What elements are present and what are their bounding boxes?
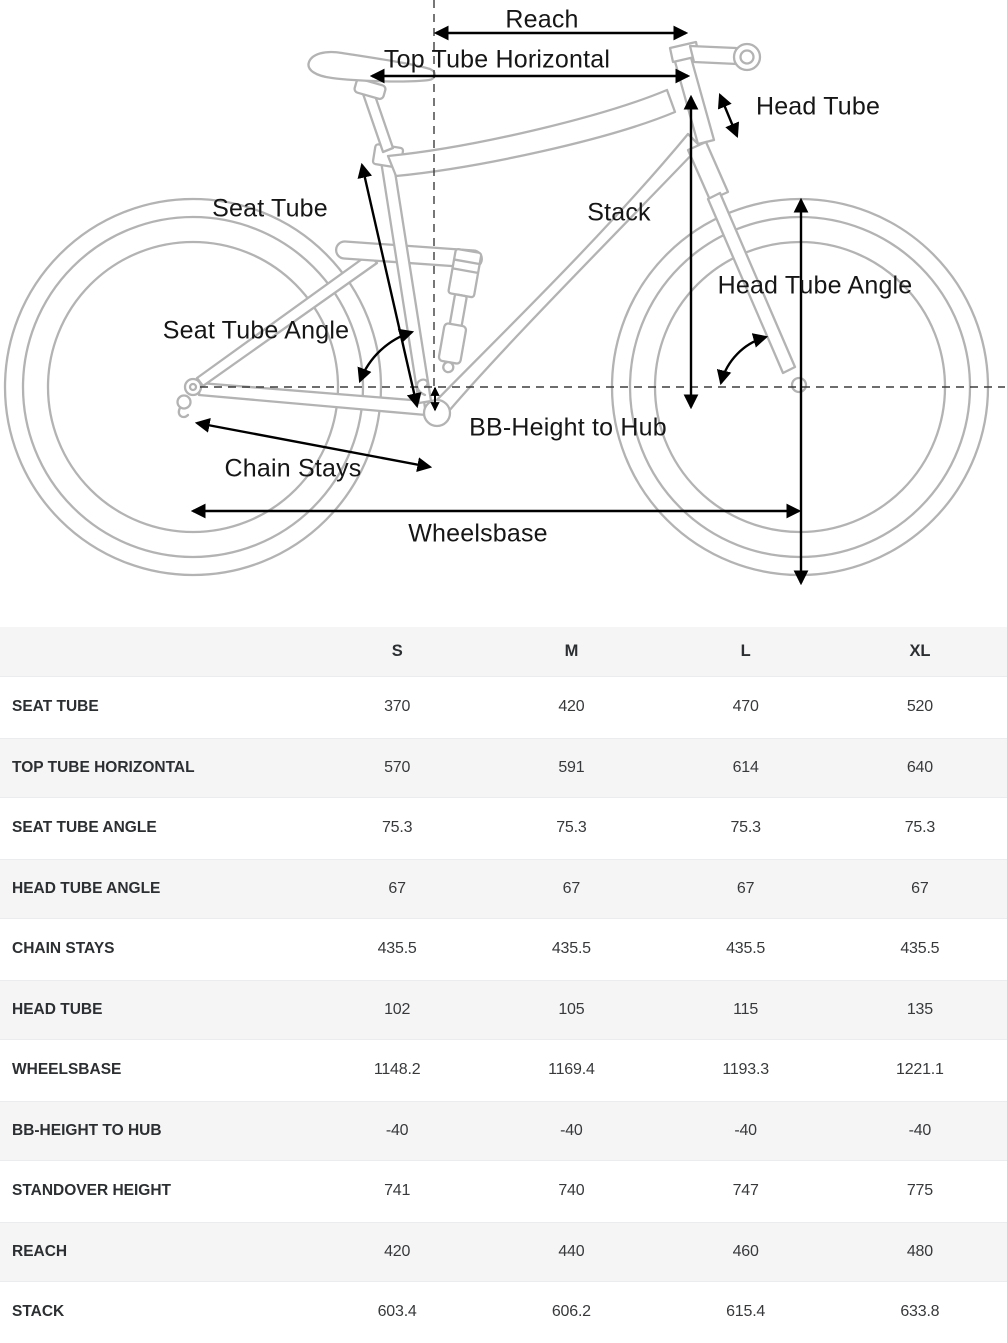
- cell-value-l: 615.4: [726, 1303, 766, 1321]
- row-label: WHEELSBASE: [12, 1061, 122, 1079]
- cell-value-s: 570: [384, 758, 411, 776]
- column-header-m: M: [564, 642, 579, 660]
- cell-value-m: 67: [562, 879, 581, 897]
- cell-value-m: 75.3: [556, 819, 587, 837]
- table-row: [0, 677, 1007, 738]
- cell-value-l: 460: [732, 1242, 759, 1260]
- table-row: [0, 798, 1007, 859]
- cell-value-m: 435.5: [551, 940, 591, 958]
- cell-value-m: 591: [558, 758, 585, 776]
- label-chain-stays: Chain Stays: [224, 454, 362, 483]
- table-row: [0, 738, 1007, 799]
- cell-value-l: 1193.3: [722, 1061, 769, 1079]
- cell-value-s: 370: [384, 698, 411, 716]
- label-seat-tube-angle: Seat Tube Angle: [162, 316, 350, 345]
- head-tube-angle-arc: [721, 337, 766, 383]
- row-label: CHAIN STAYS: [12, 940, 115, 958]
- cell-value-m: -40: [560, 1121, 583, 1139]
- cell-value-s: 1148.2: [373, 1061, 421, 1079]
- cell-value-xl: -40: [908, 1121, 932, 1139]
- cell-value-s: -40: [385, 1121, 409, 1139]
- geometry-table: [0, 627, 1007, 1343]
- cell-value-m: 440: [558, 1242, 585, 1260]
- cell-value-s: 741: [384, 1182, 411, 1200]
- seat-tube-angle-arc: [360, 332, 412, 381]
- cell-value-l: 75.3: [730, 819, 761, 837]
- table-row: [0, 1040, 1007, 1101]
- cell-value-l: -40: [734, 1121, 757, 1139]
- row-label: SEAT TUBE ANGLE: [12, 819, 157, 837]
- table-row: [0, 859, 1007, 920]
- cell-value-m: 1169.4: [548, 1061, 595, 1079]
- cell-value-m: 606.2: [551, 1303, 591, 1321]
- column-header-xl: XL: [909, 642, 931, 660]
- cell-value-s: 75.3: [381, 819, 413, 837]
- table-header-row: [0, 627, 1007, 677]
- cell-value-xl: 480: [906, 1242, 933, 1260]
- label-head-tube: Head Tube: [755, 92, 881, 121]
- cell-value-s: 435.5: [377, 940, 417, 958]
- row-label: HEAD TUBE: [12, 1000, 103, 1018]
- label-head-tube-angle: Head Tube Angle: [717, 271, 913, 300]
- column-header-s: S: [391, 642, 403, 660]
- cell-value-l: 67: [736, 879, 755, 897]
- table-row: [0, 980, 1007, 1041]
- table-row: [0, 1161, 1007, 1222]
- cell-value-xl: 135: [906, 1000, 933, 1018]
- label-reach: Reach: [505, 5, 579, 34]
- cell-value-xl: 520: [906, 698, 933, 716]
- bike-geometry-diagram: [0, 0, 1007, 627]
- row-label: SEAT TUBE: [12, 698, 99, 716]
- head-tube-arrow: [720, 95, 737, 136]
- label-seat-tube: Seat Tube: [212, 194, 328, 223]
- cell-value-xl: 67: [911, 879, 929, 897]
- cell-value-xl: 75.3: [904, 819, 936, 837]
- cell-value-m: 740: [558, 1182, 585, 1200]
- cell-value-xl: 775: [906, 1182, 933, 1200]
- cell-value-s: 102: [384, 1000, 411, 1018]
- table-row: [0, 1282, 1007, 1343]
- table-row: [0, 1101, 1007, 1162]
- row-label: TOP TUBE HORIZONTAL: [12, 758, 195, 776]
- cell-value-m: 105: [558, 1000, 585, 1018]
- cell-value-s: 603.4: [377, 1303, 417, 1321]
- cell-value-m: 420: [558, 698, 585, 716]
- label-wheelsbase: Wheelsbase: [408, 519, 548, 548]
- cell-value-l: 115: [733, 1000, 759, 1018]
- bike-frame: [178, 42, 807, 426]
- cell-value-l: 435.5: [726, 940, 766, 958]
- cell-value-xl: 435.5: [900, 940, 940, 958]
- row-label: BB-HEIGHT TO HUB: [12, 1121, 162, 1139]
- cell-value-l: 747: [732, 1182, 759, 1200]
- row-label: HEAD TUBE ANGLE: [12, 879, 161, 897]
- cell-value-s: 67: [388, 879, 406, 897]
- row-label: STANDOVER HEIGHT: [12, 1182, 172, 1200]
- row-label: STACK: [12, 1303, 65, 1321]
- cell-value-s: 420: [384, 1242, 411, 1260]
- cell-value-xl: 1221.1: [896, 1061, 944, 1079]
- label-stack: Stack: [587, 198, 651, 227]
- table-row: [0, 919, 1007, 980]
- cell-value-l: 614: [732, 758, 759, 776]
- cell-value-l: 470: [732, 698, 759, 716]
- row-label: REACH: [12, 1242, 68, 1260]
- cell-value-xl: 640: [906, 758, 933, 776]
- column-header-l: L: [740, 642, 751, 660]
- label-top-tube-horizontal: Top Tube Horizontal: [383, 45, 611, 74]
- label-bb-height-to-hub: BB-Height to Hub: [469, 413, 667, 442]
- table-row: [0, 1222, 1007, 1283]
- cell-value-xl: 633.8: [900, 1303, 940, 1321]
